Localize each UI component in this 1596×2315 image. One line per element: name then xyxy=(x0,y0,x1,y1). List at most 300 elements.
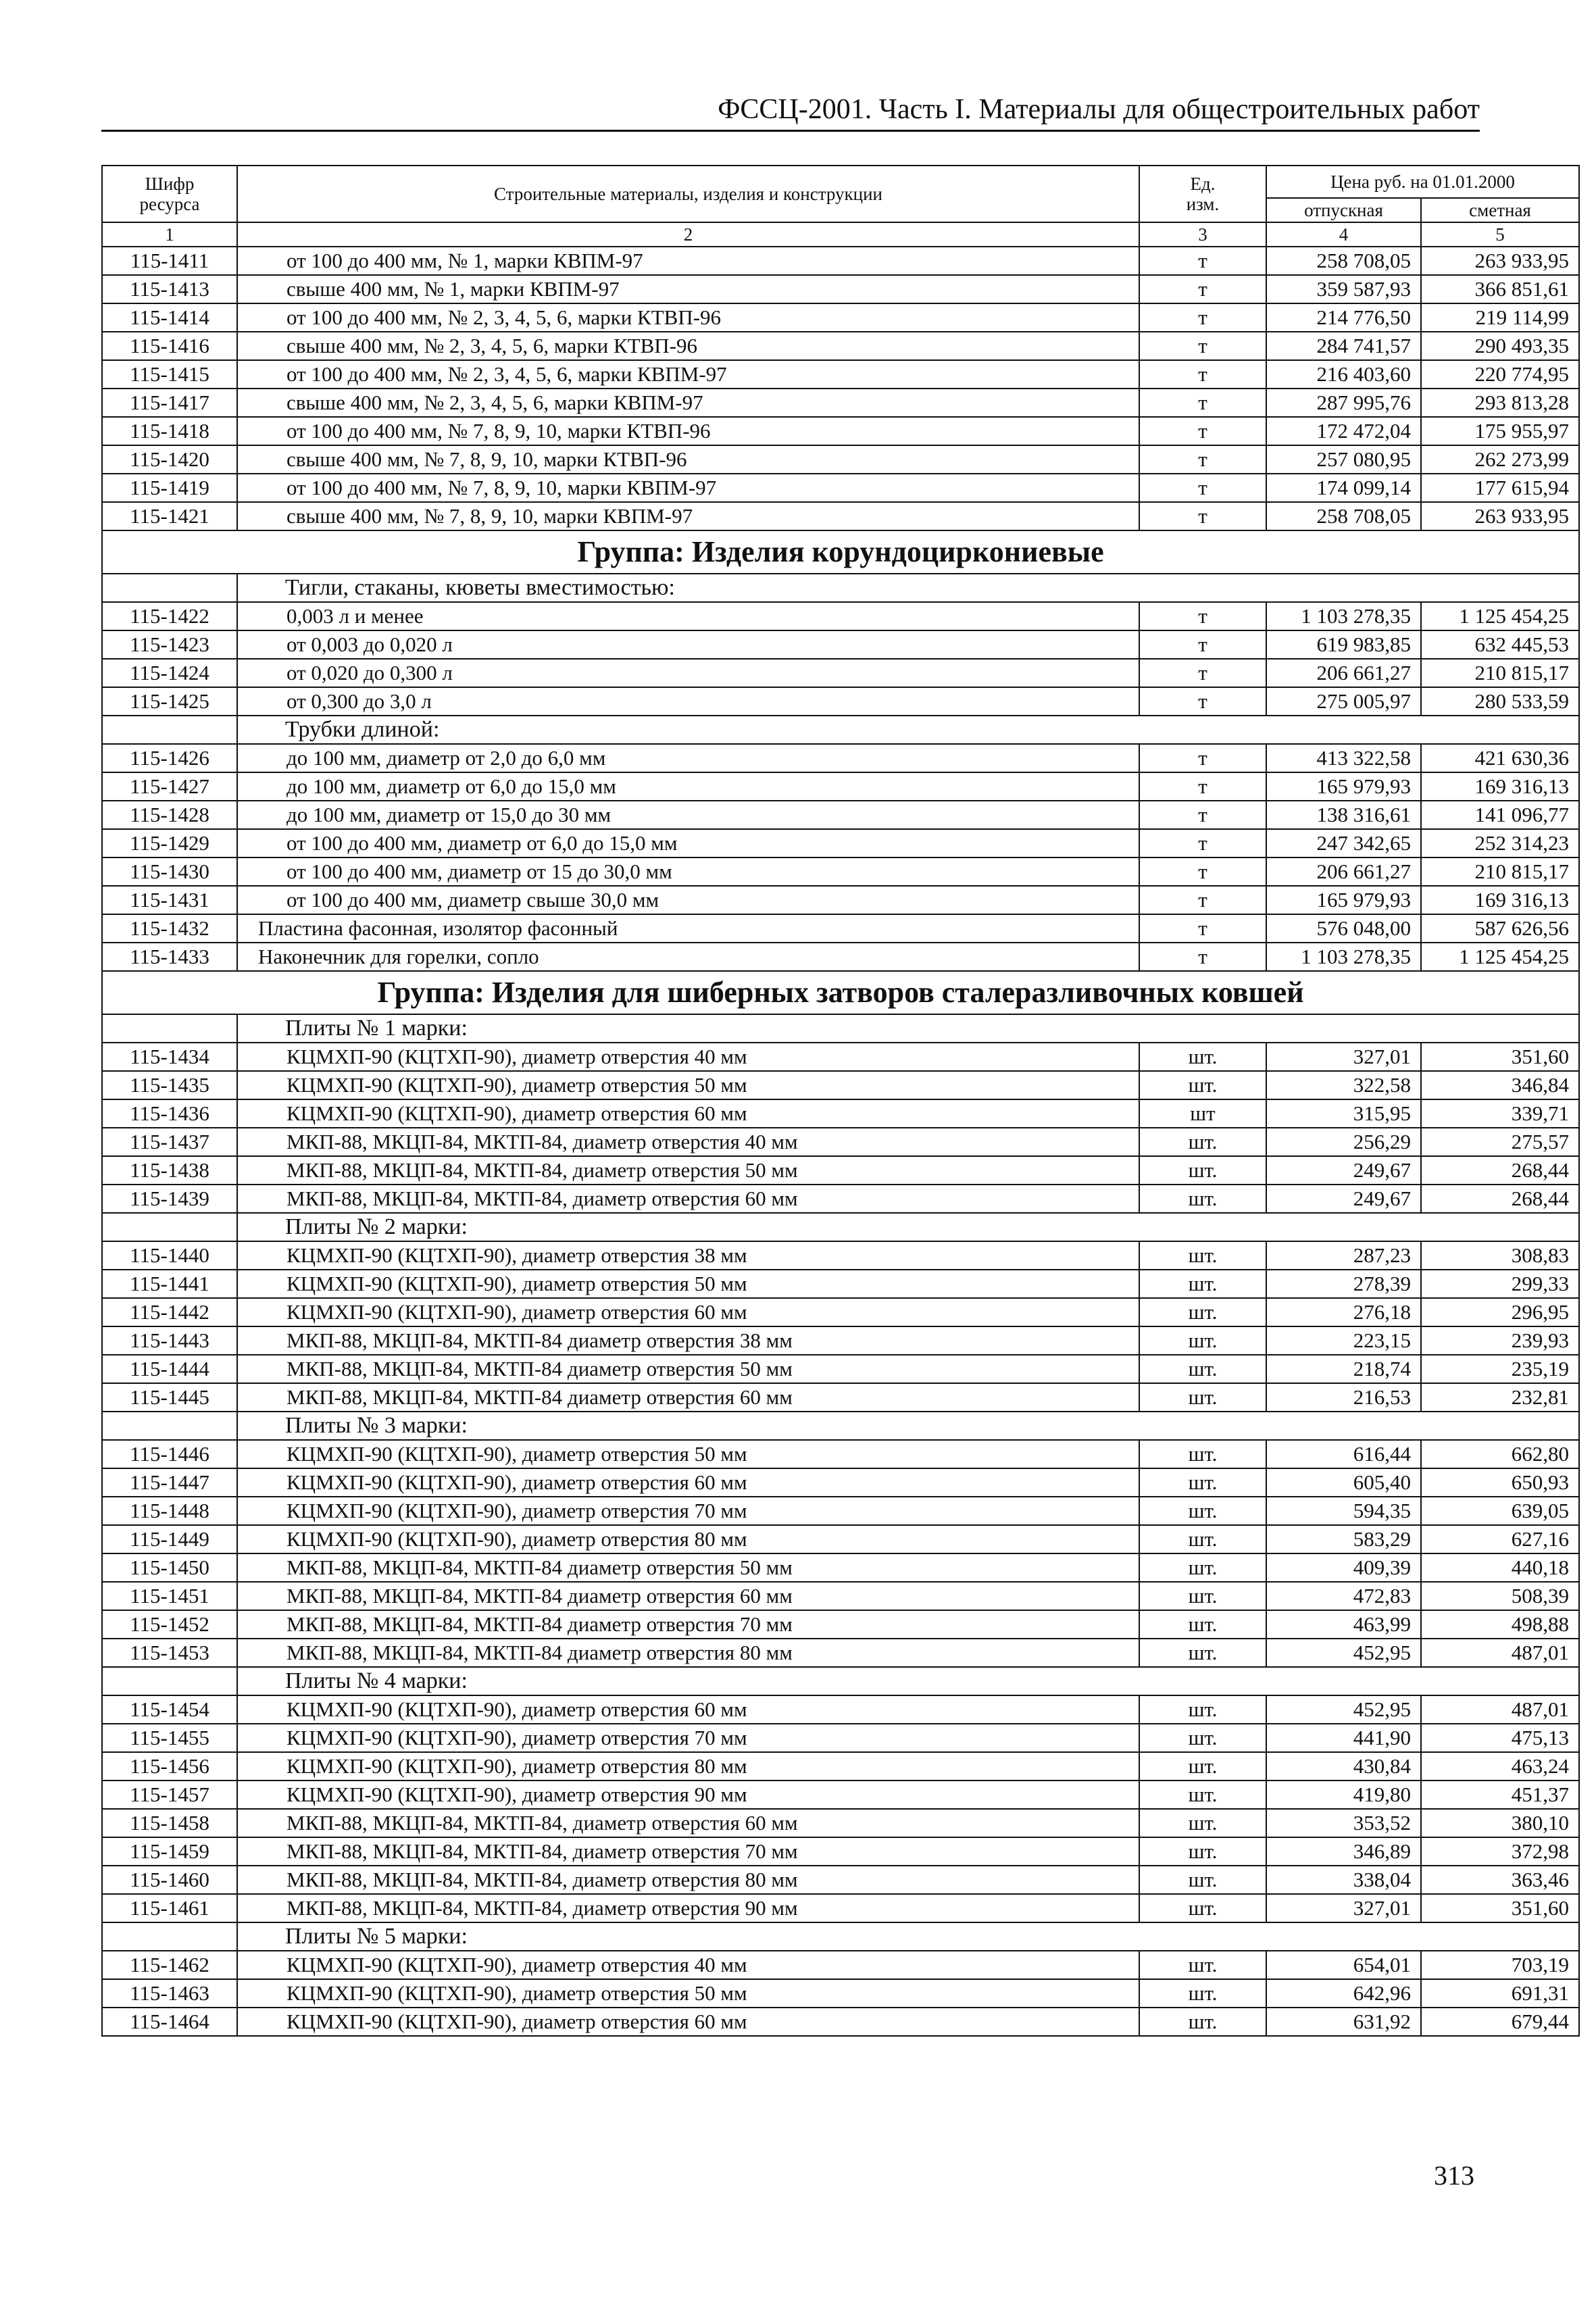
resource-code: 115-1451 xyxy=(102,1582,237,1610)
estimate-price: 366 851,61 xyxy=(1421,275,1579,303)
resource-code: 115-1464 xyxy=(102,2008,237,2036)
release-price: 327,01 xyxy=(1266,1894,1421,1922)
table-row xyxy=(102,943,1579,971)
resource-code: 115-1441 xyxy=(102,1270,237,1298)
release-price: 338,04 xyxy=(1266,1866,1421,1894)
unit: т xyxy=(1139,772,1266,801)
estimate-price: 210 815,17 xyxy=(1421,857,1579,886)
resource-code: 115-1415 xyxy=(102,360,237,389)
estimate-price: 177 615,94 xyxy=(1421,474,1579,502)
material-name: Наконечник для горелки, сопло xyxy=(237,943,1139,971)
material-name: КЦМХП-90 (КЦТХП-90), диаметр отверстия 60 мм xyxy=(237,1468,1139,1497)
material-name: КЦМХП-90 (КЦТХП-90), диаметр отверстия 40 мм xyxy=(237,1951,1139,1979)
unit: шт. xyxy=(1139,2008,1266,2036)
table-row xyxy=(102,2008,1579,2036)
unit: т xyxy=(1139,389,1266,417)
release-price: 413 322,58 xyxy=(1266,744,1421,772)
unit: т xyxy=(1139,360,1266,389)
release-price: 463,99 xyxy=(1266,1610,1421,1639)
estimate-price: 421 630,36 xyxy=(1421,744,1579,772)
estimate-price: 440,18 xyxy=(1421,1553,1579,1582)
unit: шт. xyxy=(1139,1043,1266,1071)
estimate-price: 219 114,99 xyxy=(1421,303,1579,332)
unit: шт. xyxy=(1139,1837,1266,1866)
table-body xyxy=(102,247,1579,2036)
subgroup-spacer xyxy=(102,1014,237,1043)
table-row xyxy=(102,474,1579,502)
resource-code: 115-1439 xyxy=(102,1185,237,1213)
material-name: свыше 400 мм, № 2, 3, 4, 5, 6, марки КТВП-96 xyxy=(237,332,1139,360)
unit: шт. xyxy=(1139,1468,1266,1497)
table-row xyxy=(102,829,1579,857)
release-price: 287 995,76 xyxy=(1266,389,1421,417)
estimate-price: 1 125 454,25 xyxy=(1421,602,1579,630)
estimate-price: 220 774,95 xyxy=(1421,360,1579,389)
header-rule xyxy=(101,130,1480,132)
release-price: 616,44 xyxy=(1266,1440,1421,1468)
material-name: МКП-88, МКЦП-84, МКТП-84, диаметр отверстия 70 мм xyxy=(237,1837,1139,1866)
material-name: свыше 400 мм, № 2, 3, 4, 5, 6, марки КВПМ-97 xyxy=(237,389,1139,417)
table-row xyxy=(102,1695,1579,1724)
subgroup-heading: Плиты № 2 марки: xyxy=(237,1213,1579,1241)
col-release-header: отпускная xyxy=(1266,198,1421,222)
table-row xyxy=(102,1156,1579,1185)
unit: т xyxy=(1139,886,1266,914)
estimate-price: 587 626,56 xyxy=(1421,914,1579,943)
table-row xyxy=(102,445,1579,474)
table-row xyxy=(102,502,1579,530)
table-row xyxy=(102,1270,1579,1298)
material-name: МКП-88, МКЦП-84, МКТП-84 диаметр отверстия 60 мм xyxy=(237,1582,1139,1610)
subgroup-row xyxy=(102,716,1579,744)
release-price: 257 080,95 xyxy=(1266,445,1421,474)
estimate-price: 451,37 xyxy=(1421,1781,1579,1809)
table-row xyxy=(102,886,1579,914)
resource-code: 115-1461 xyxy=(102,1894,237,1922)
estimate-price: 232,81 xyxy=(1421,1383,1579,1412)
table-row xyxy=(102,801,1579,829)
release-price: 249,67 xyxy=(1266,1185,1421,1213)
release-price: 258 708,05 xyxy=(1266,247,1421,275)
resource-code: 115-1432 xyxy=(102,914,237,943)
col-code-header xyxy=(102,166,237,222)
unit: шт. xyxy=(1139,1610,1266,1639)
estimate-price: 691,31 xyxy=(1421,1979,1579,2008)
col-code-line2: ресурса xyxy=(139,194,200,214)
table-row xyxy=(102,1185,1579,1213)
estimate-price: 268,44 xyxy=(1421,1156,1579,1185)
release-price: 206 661,27 xyxy=(1266,659,1421,687)
material-name: 0,003 л и менее xyxy=(237,602,1139,630)
material-name: от 100 до 400 мм, № 7, 8, 9, 10, марки КВПМ-97 xyxy=(237,474,1139,502)
material-name: до 100 мм, диаметр от 6,0 до 15,0 мм xyxy=(237,772,1139,801)
table-row xyxy=(102,275,1579,303)
unit: шт. xyxy=(1139,1355,1266,1383)
material-name: КЦМХП-90 (КЦТХП-90), диаметр отверстия 60 мм xyxy=(237,1298,1139,1326)
material-name: МКП-88, МКЦП-84, МКТП-84 диаметр отверстия 38 мм xyxy=(237,1326,1139,1355)
resource-code: 115-1445 xyxy=(102,1383,237,1412)
subgroup-spacer xyxy=(102,1213,237,1241)
table-row xyxy=(102,1383,1579,1412)
resource-code: 115-1427 xyxy=(102,772,237,801)
material-name: от 0,003 до 0,020 л xyxy=(237,630,1139,659)
estimate-price: 627,16 xyxy=(1421,1525,1579,1553)
estimate-price: 339,71 xyxy=(1421,1099,1579,1128)
table-row xyxy=(102,1752,1579,1781)
unit: т xyxy=(1139,857,1266,886)
subgroup-heading: Плиты № 3 марки: xyxy=(237,1412,1579,1440)
estimate-price: 169 316,13 xyxy=(1421,886,1579,914)
material-name: до 100 мм, диаметр от 2,0 до 6,0 мм xyxy=(237,744,1139,772)
unit: т xyxy=(1139,914,1266,943)
subgroup-row xyxy=(102,1412,1579,1440)
resource-code: 115-1417 xyxy=(102,389,237,417)
resource-code: 115-1435 xyxy=(102,1071,237,1099)
material-name: МКП-88, МКЦП-84, МКТП-84 диаметр отверстия 80 мм xyxy=(237,1639,1139,1667)
estimate-price: 351,60 xyxy=(1421,1894,1579,1922)
unit: т xyxy=(1139,275,1266,303)
unit: шт. xyxy=(1139,1781,1266,1809)
material-name: от 100 до 400 мм, диаметр свыше 30,0 мм xyxy=(237,886,1139,914)
estimate-price: 679,44 xyxy=(1421,2008,1579,2036)
material-name: МКП-88, МКЦП-84, МКТП-84 диаметр отверстия 50 мм xyxy=(237,1355,1139,1383)
table-row xyxy=(102,1043,1579,1071)
table-row xyxy=(102,1866,1579,1894)
release-price: 583,29 xyxy=(1266,1525,1421,1553)
release-price: 1 103 278,35 xyxy=(1266,943,1421,971)
material-name: КЦМХП-90 (КЦТХП-90), диаметр отверстия 50 мм xyxy=(237,1979,1139,2008)
release-price: 605,40 xyxy=(1266,1468,1421,1497)
resource-code: 115-1421 xyxy=(102,502,237,530)
estimate-price: 175 955,97 xyxy=(1421,417,1579,445)
estimate-price: 275,57 xyxy=(1421,1128,1579,1156)
release-price: 642,96 xyxy=(1266,1979,1421,2008)
estimate-price: 169 316,13 xyxy=(1421,772,1579,801)
material-name: КЦМХП-90 (КЦТХП-90), диаметр отверстия 60 мм xyxy=(237,2008,1139,2036)
price-table xyxy=(101,165,1580,2037)
material-name: КЦМХП-90 (КЦТХП-90), диаметр отверстия 60 мм xyxy=(237,1695,1139,1724)
estimate-price: 650,93 xyxy=(1421,1468,1579,1497)
material-name: МКП-88, МКЦП-84, МКТП-84, диаметр отверстия 60 мм xyxy=(237,1809,1139,1837)
unit: шт. xyxy=(1139,1241,1266,1270)
release-price: 322,58 xyxy=(1266,1071,1421,1099)
table-row xyxy=(102,857,1579,886)
material-name: МКП-88, МКЦП-84, МКТП-84, диаметр отверстия 40 мм xyxy=(237,1128,1139,1156)
resource-code: 115-1444 xyxy=(102,1355,237,1383)
unit: т xyxy=(1139,829,1266,857)
release-price: 284 741,57 xyxy=(1266,332,1421,360)
subgroup-heading: Плиты № 1 марки: xyxy=(237,1014,1579,1043)
resource-code: 115-1452 xyxy=(102,1610,237,1639)
unit: т xyxy=(1139,303,1266,332)
material-name: от 100 до 400 мм, № 7, 8, 9, 10, марки КТВП-96 xyxy=(237,417,1139,445)
material-name: МКП-88, МКЦП-84, МКТП-84 диаметр отверстия 60 мм xyxy=(237,1383,1139,1412)
subgroup-spacer xyxy=(102,1922,237,1951)
subgroup-spacer xyxy=(102,1412,237,1440)
resource-code: 115-1447 xyxy=(102,1468,237,1497)
table-row xyxy=(102,1951,1579,1979)
subgroup-row xyxy=(102,1922,1579,1951)
resource-code: 115-1457 xyxy=(102,1781,237,1809)
table-row xyxy=(102,602,1579,630)
release-price: 631,92 xyxy=(1266,2008,1421,2036)
estimate-price: 487,01 xyxy=(1421,1639,1579,1667)
col-number: 3 xyxy=(1139,222,1266,247)
unit: т xyxy=(1139,630,1266,659)
resource-code: 115-1425 xyxy=(102,687,237,716)
estimate-price: 662,80 xyxy=(1421,1440,1579,1468)
material-name: КЦМХП-90 (КЦТХП-90), диаметр отверстия 60 мм xyxy=(237,1099,1139,1128)
release-price: 214 776,50 xyxy=(1266,303,1421,332)
resource-code: 115-1422 xyxy=(102,602,237,630)
col-price-header: Цена руб. на 01.01.2000 xyxy=(1266,166,1579,198)
estimate-price: 463,24 xyxy=(1421,1752,1579,1781)
release-price: 315,95 xyxy=(1266,1099,1421,1128)
estimate-price: 632 445,53 xyxy=(1421,630,1579,659)
release-price: 275 005,97 xyxy=(1266,687,1421,716)
material-name: от 100 до 400 мм, диаметр от 6,0 до 15,0 мм xyxy=(237,829,1139,857)
subgroup-heading: Плиты № 5 марки: xyxy=(237,1922,1579,1951)
release-price: 216,53 xyxy=(1266,1383,1421,1412)
material-name: от 100 до 400 мм, № 1, марки КВПМ-97 xyxy=(237,247,1139,275)
estimate-price: 293 813,28 xyxy=(1421,389,1579,417)
estimate-price: 351,60 xyxy=(1421,1043,1579,1071)
material-name: МКП-88, МКЦП-84, МКТП-84, диаметр отверстия 80 мм xyxy=(237,1866,1139,1894)
resource-code: 115-1459 xyxy=(102,1837,237,1866)
unit: т xyxy=(1139,801,1266,829)
resource-code: 115-1436 xyxy=(102,1099,237,1128)
resource-code: 115-1458 xyxy=(102,1809,237,1837)
col-number: 1 xyxy=(102,222,237,247)
resource-code: 115-1433 xyxy=(102,943,237,971)
estimate-price: 380,10 xyxy=(1421,1809,1579,1837)
unit: шт. xyxy=(1139,1156,1266,1185)
release-price: 409,39 xyxy=(1266,1553,1421,1582)
estimate-price: 290 493,35 xyxy=(1421,332,1579,360)
resource-code: 115-1416 xyxy=(102,332,237,360)
table-row xyxy=(102,247,1579,275)
material-name: КЦМХП-90 (КЦТХП-90), диаметр отверстия 50 мм xyxy=(237,1440,1139,1468)
table-row xyxy=(102,1099,1579,1128)
table-row xyxy=(102,1809,1579,1837)
table-header xyxy=(102,166,1579,247)
release-price: 594,35 xyxy=(1266,1497,1421,1525)
release-price: 1 103 278,35 xyxy=(1266,602,1421,630)
unit: шт. xyxy=(1139,1326,1266,1355)
subgroup-heading: Тигли, стаканы, кюветы вместимостью: xyxy=(237,574,1579,602)
estimate-price: 346,84 xyxy=(1421,1071,1579,1099)
resource-code: 115-1438 xyxy=(102,1156,237,1185)
material-name: КЦМХП-90 (КЦТХП-90), диаметр отверстия 50 мм xyxy=(237,1071,1139,1099)
unit: шт. xyxy=(1139,1497,1266,1525)
resource-code: 115-1455 xyxy=(102,1724,237,1752)
resource-code: 115-1413 xyxy=(102,275,237,303)
group-row xyxy=(102,971,1579,1014)
table-row xyxy=(102,1071,1579,1099)
resource-code: 115-1414 xyxy=(102,303,237,332)
material-name: от 100 до 400 мм, диаметр от 15 до 30,0 мм xyxy=(237,857,1139,886)
unit: шт. xyxy=(1139,1951,1266,1979)
subgroup-spacer xyxy=(102,1667,237,1695)
unit: т xyxy=(1139,602,1266,630)
release-price: 452,95 xyxy=(1266,1695,1421,1724)
material-name: свыше 400 мм, № 7, 8, 9, 10, марки КВПМ-97 xyxy=(237,502,1139,530)
unit: шт. xyxy=(1139,1298,1266,1326)
unit: т xyxy=(1139,474,1266,502)
release-price: 206 661,27 xyxy=(1266,857,1421,886)
material-name: от 100 до 400 мм, № 2, 3, 4, 5, 6, марки КТВП-96 xyxy=(237,303,1139,332)
table-row xyxy=(102,303,1579,332)
group-heading: Группа: Изделия корундоциркониевые xyxy=(102,530,1579,574)
material-name: Пластина фасонная, изолятор фасонный xyxy=(237,914,1139,943)
resource-code: 115-1426 xyxy=(102,744,237,772)
group-heading: Группа: Изделия для шиберных затворов сталеразливочных ковшей xyxy=(102,971,1579,1014)
col-name-header: Строительные материалы, изделия и конструкции xyxy=(237,166,1139,222)
release-price: 216 403,60 xyxy=(1266,360,1421,389)
material-name: МКП-88, МКЦП-84, МКТП-84, диаметр отверстия 50 мм xyxy=(237,1156,1139,1185)
material-name: КЦМХП-90 (КЦТХП-90), диаметр отверстия 80 мм xyxy=(237,1752,1139,1781)
unit: шт. xyxy=(1139,1383,1266,1412)
table-row xyxy=(102,1298,1579,1326)
release-price: 249,67 xyxy=(1266,1156,1421,1185)
release-price: 353,52 xyxy=(1266,1809,1421,1837)
col-number: 5 xyxy=(1421,222,1579,247)
release-price: 472,83 xyxy=(1266,1582,1421,1610)
table-row xyxy=(102,1128,1579,1156)
subgroup-row xyxy=(102,1014,1579,1043)
release-price: 327,01 xyxy=(1266,1043,1421,1071)
table-row xyxy=(102,332,1579,360)
resource-code: 115-1430 xyxy=(102,857,237,886)
release-price: 619 983,85 xyxy=(1266,630,1421,659)
table-row xyxy=(102,1979,1579,2008)
release-price: 258 708,05 xyxy=(1266,502,1421,530)
estimate-price: 296,95 xyxy=(1421,1298,1579,1326)
table-row xyxy=(102,687,1579,716)
unit: шт xyxy=(1139,1099,1266,1128)
unit: т xyxy=(1139,417,1266,445)
group-row xyxy=(102,530,1579,574)
table-row xyxy=(102,1241,1579,1270)
release-price: 174 099,14 xyxy=(1266,474,1421,502)
table-row xyxy=(102,1355,1579,1383)
table-row xyxy=(102,1639,1579,1667)
material-name: свыше 400 мм, № 7, 8, 9, 10, марки КТВП-96 xyxy=(237,445,1139,474)
table-row xyxy=(102,1497,1579,1525)
subgroup-row xyxy=(102,1667,1579,1695)
release-price: 430,84 xyxy=(1266,1752,1421,1781)
release-price: 165 979,93 xyxy=(1266,886,1421,914)
estimate-price: 1 125 454,25 xyxy=(1421,943,1579,971)
material-name: КЦМХП-90 (КЦТХП-90), диаметр отверстия 40 мм xyxy=(237,1043,1139,1071)
estimate-price: 639,05 xyxy=(1421,1497,1579,1525)
release-price: 346,89 xyxy=(1266,1837,1421,1866)
resource-code: 115-1449 xyxy=(102,1525,237,1553)
estimate-price: 262 273,99 xyxy=(1421,445,1579,474)
unit: шт. xyxy=(1139,1071,1266,1099)
resource-code: 115-1453 xyxy=(102,1639,237,1667)
unit: т xyxy=(1139,445,1266,474)
release-price: 278,39 xyxy=(1266,1270,1421,1298)
release-price: 223,15 xyxy=(1266,1326,1421,1355)
table-row xyxy=(102,914,1579,943)
resource-code: 115-1420 xyxy=(102,445,237,474)
material-name: МКП-88, МКЦП-84, МКТП-84 диаметр отверстия 70 мм xyxy=(237,1610,1139,1639)
release-price: 218,74 xyxy=(1266,1355,1421,1383)
resource-code: 115-1423 xyxy=(102,630,237,659)
table-row xyxy=(102,744,1579,772)
table-row xyxy=(102,417,1579,445)
resource-code: 115-1418 xyxy=(102,417,237,445)
unit: т xyxy=(1139,943,1266,971)
release-price: 359 587,93 xyxy=(1266,275,1421,303)
estimate-price: 363,46 xyxy=(1421,1866,1579,1894)
subgroup-heading: Трубки длиной: xyxy=(237,716,1579,744)
material-name: КЦМХП-90 (КЦТХП-90), диаметр отверстия 70 мм xyxy=(237,1497,1139,1525)
unit: шт. xyxy=(1139,1866,1266,1894)
release-price: 419,80 xyxy=(1266,1781,1421,1809)
col-number: 4 xyxy=(1266,222,1421,247)
unit: шт. xyxy=(1139,1695,1266,1724)
material-name: от 0,300 до 3,0 л xyxy=(237,687,1139,716)
resource-code: 115-1428 xyxy=(102,801,237,829)
unit: шт. xyxy=(1139,1809,1266,1837)
estimate-price: 372,98 xyxy=(1421,1837,1579,1866)
page-number: 313 xyxy=(1434,2160,1474,2191)
estimate-price: 475,13 xyxy=(1421,1724,1579,1752)
estimate-price: 299,33 xyxy=(1421,1270,1579,1298)
estimate-price: 141 096,77 xyxy=(1421,801,1579,829)
estimate-price: 210 815,17 xyxy=(1421,659,1579,687)
unit: шт. xyxy=(1139,1639,1266,1667)
unit: т xyxy=(1139,687,1266,716)
unit: т xyxy=(1139,502,1266,530)
estimate-price: 308,83 xyxy=(1421,1241,1579,1270)
resource-code: 115-1411 xyxy=(102,247,237,275)
estimate-price: 508,39 xyxy=(1421,1582,1579,1610)
col-unit-line1: Ед. xyxy=(1190,174,1216,194)
subgroup-row xyxy=(102,574,1579,602)
resource-code: 115-1424 xyxy=(102,659,237,687)
table-row xyxy=(102,1837,1579,1866)
subgroup-heading: Плиты № 4 марки: xyxy=(237,1667,1579,1695)
resource-code: 115-1460 xyxy=(102,1866,237,1894)
release-price: 441,90 xyxy=(1266,1724,1421,1752)
material-name: свыше 400 мм, № 1, марки КВПМ-97 xyxy=(237,275,1139,303)
table-row xyxy=(102,389,1579,417)
unit: т xyxy=(1139,247,1266,275)
resource-code: 115-1437 xyxy=(102,1128,237,1156)
estimate-price: 252 314,23 xyxy=(1421,829,1579,857)
table-row xyxy=(102,1440,1579,1468)
col-unit-line2: изм. xyxy=(1186,194,1220,214)
table-row xyxy=(102,1468,1579,1497)
table-row xyxy=(102,772,1579,801)
release-price: 247 342,65 xyxy=(1266,829,1421,857)
material-name: МКП-88, МКЦП-84, МКТП-84, диаметр отверстия 60 мм xyxy=(237,1185,1139,1213)
subgroup-spacer xyxy=(102,574,237,602)
resource-code: 115-1448 xyxy=(102,1497,237,1525)
col-number: 2 xyxy=(237,222,1139,247)
running-header: ФССЦ-2001. Часть I. Материалы для общестроительных работ xyxy=(718,94,1480,125)
material-name: до 100 мм, диаметр от 15,0 до 30 мм xyxy=(237,801,1139,829)
material-name: КЦМХП-90 (КЦТХП-90), диаметр отверстия 90 мм xyxy=(237,1781,1139,1809)
release-price: 172 472,04 xyxy=(1266,417,1421,445)
release-price: 654,01 xyxy=(1266,1951,1421,1979)
unit: шт. xyxy=(1139,1752,1266,1781)
resource-code: 115-1429 xyxy=(102,829,237,857)
release-price: 576 048,00 xyxy=(1266,914,1421,943)
